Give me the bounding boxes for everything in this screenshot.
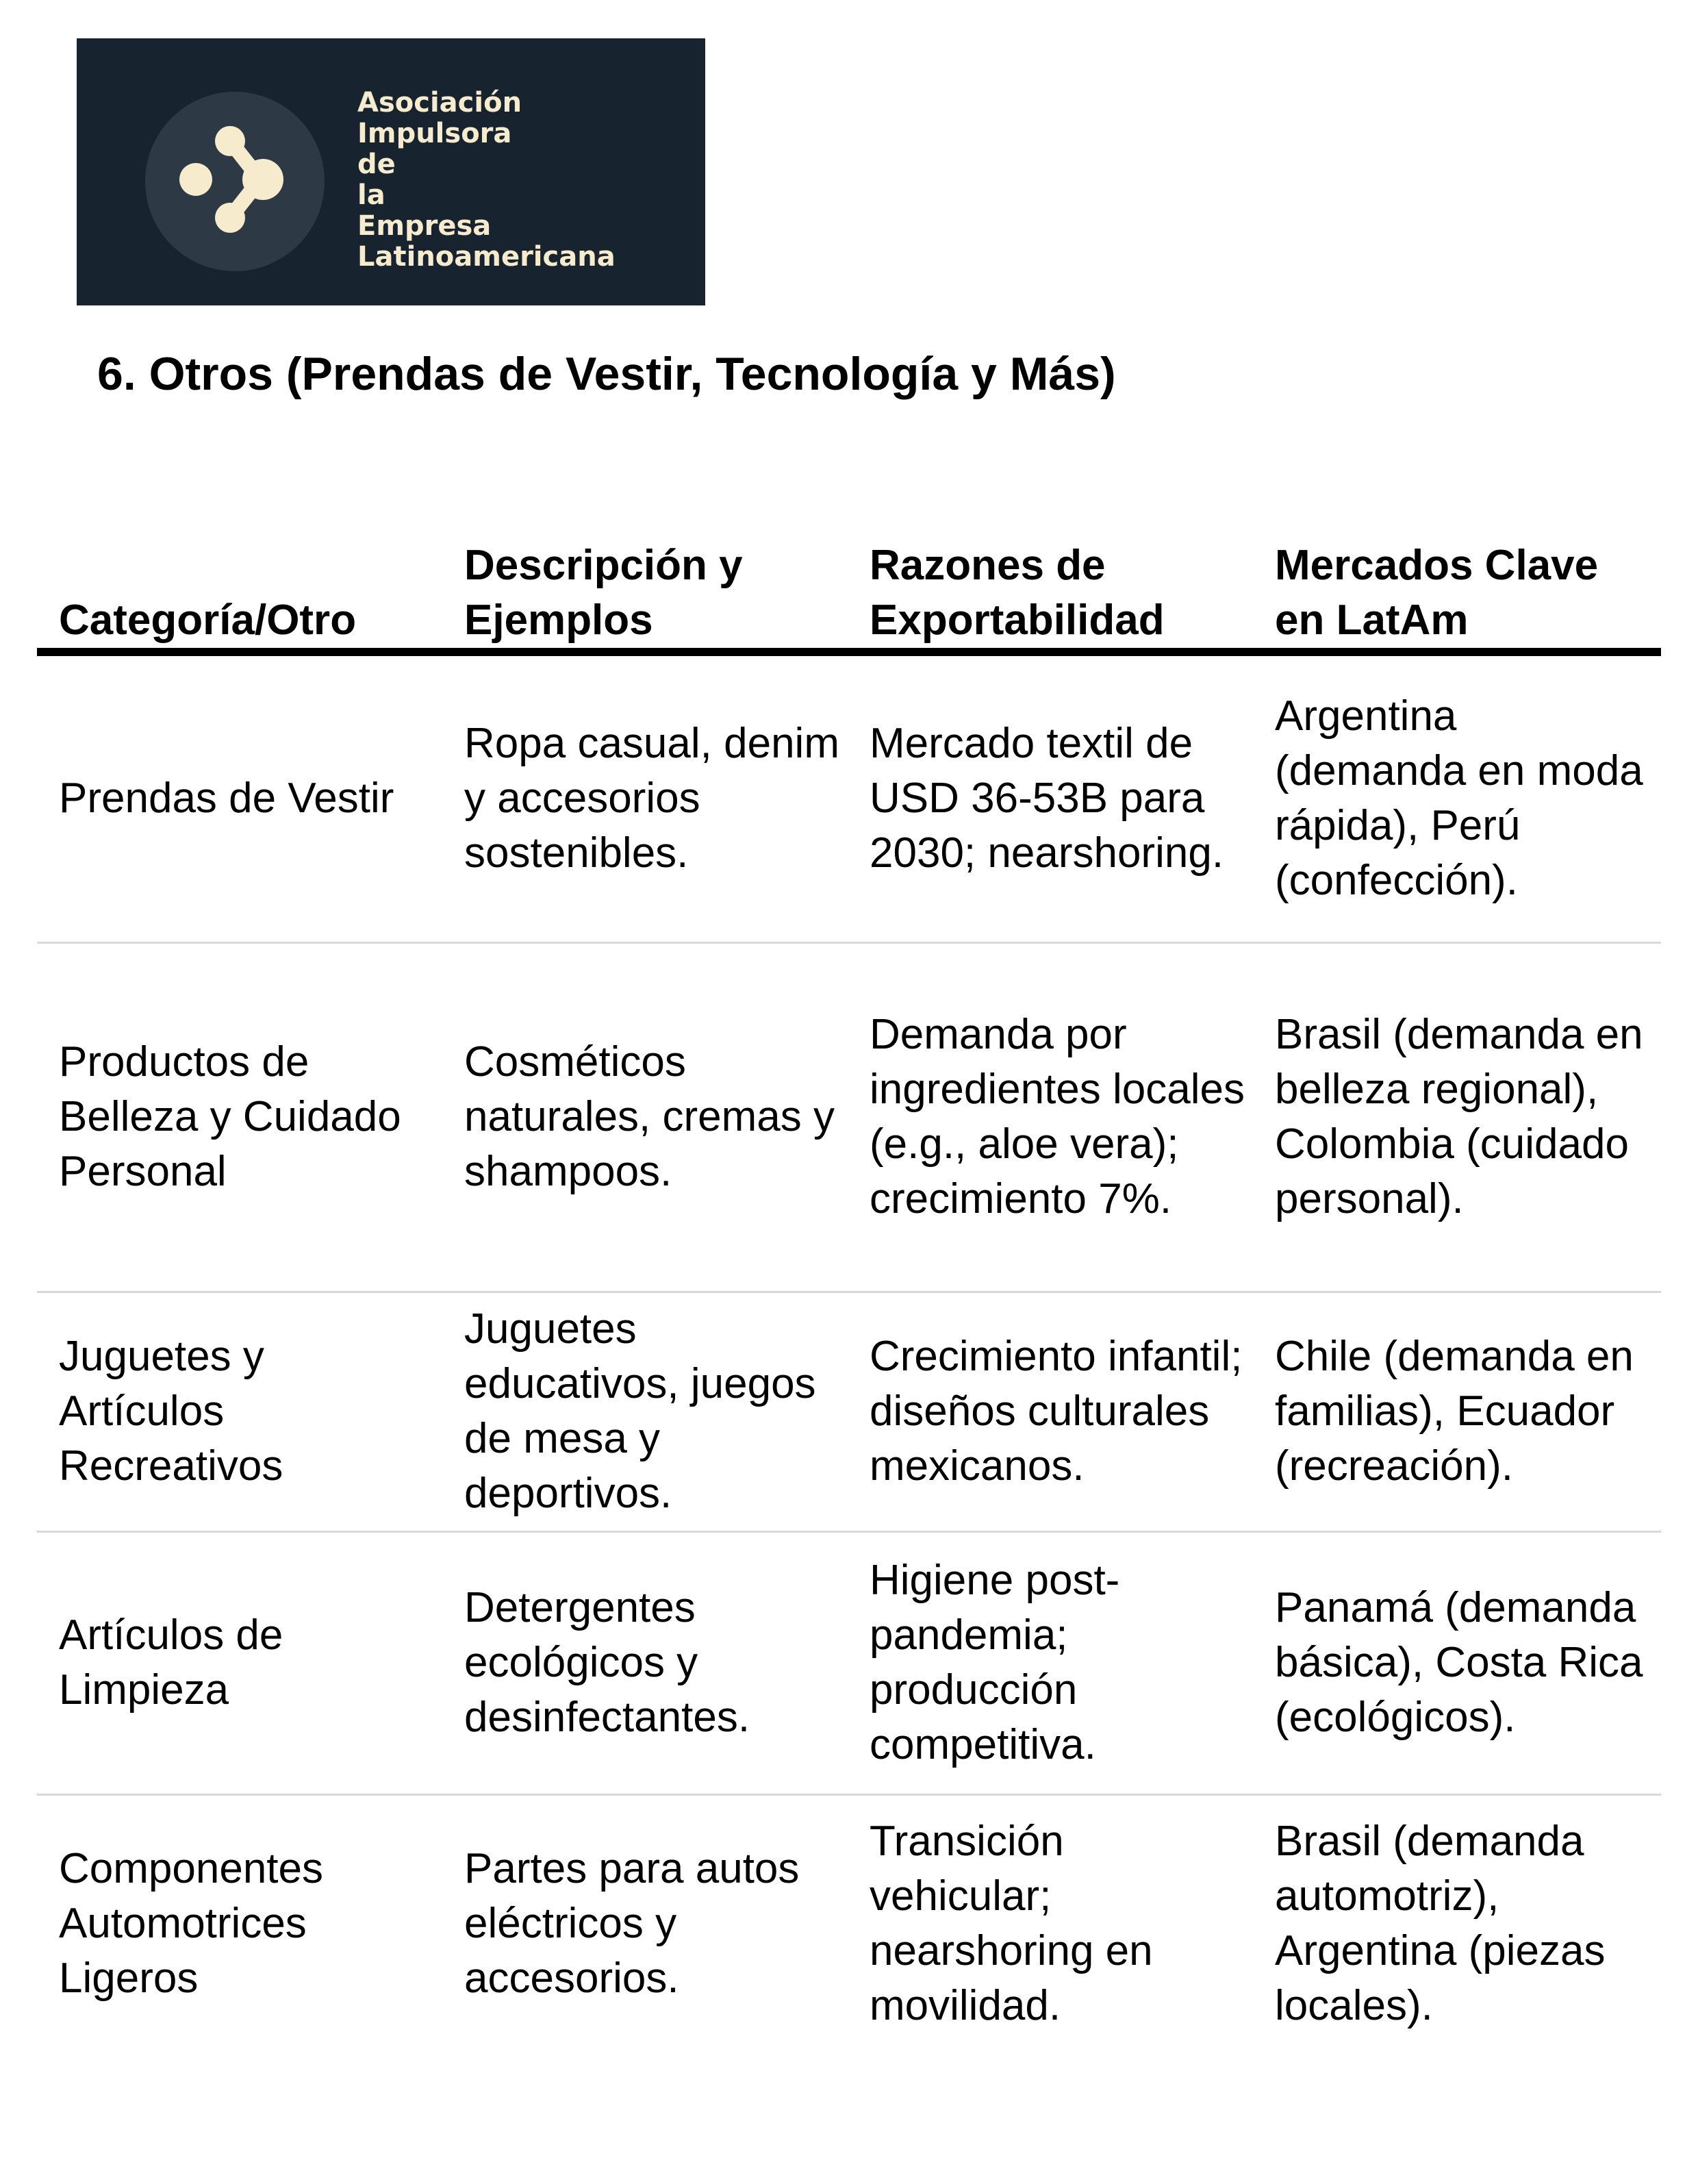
cell-descripcion: Ropa casual, denim y accesorios sostenibles. [464, 720, 839, 877]
table-row [37, 942, 1661, 1292]
cell-descripcion: Juguetes educativos, juegos de mesa y deportivos. [464, 1305, 816, 1517]
logo-line: la [357, 179, 385, 211]
cell-razones: Higiene post-pandemia; producción competitiva. [870, 1557, 1120, 1768]
logo-line: Empresa [357, 210, 492, 242]
export-categories-table [37, 536, 1661, 2052]
export-categories-table-container [37, 536, 1661, 2052]
table-row [37, 1794, 1661, 2052]
cell-categoria: Prendas de Vestir [59, 775, 394, 823]
logo-line: Impulsora [357, 118, 512, 149]
column-header-descripcion: Descripción y Ejemplos [464, 542, 743, 644]
column-header-mercados: Mercados Clave en LatAm [1275, 542, 1599, 644]
table-row [37, 1292, 1661, 1531]
logo-line: Latinoamericana [357, 241, 616, 273]
cell-razones: Mercado textil de USD 36-53B para 2030; nearshoring. [870, 720, 1224, 877]
logo-line: de [357, 149, 396, 180]
cell-mercados: Brasil (demanda automotriz), Argentina (piezas locales). [1275, 1817, 1606, 2029]
cell-categoria: Componentes Automotrices Ligeros [59, 1844, 324, 2002]
cell-categoria: Productos de Belleza y Cuidado Personal [59, 1038, 401, 1195]
cell-mercados: Brasil (demanda en belleza regional), Colombia (cuidado personal). [1275, 1011, 1643, 1222]
cell-descripcion: Cosméticos naturales, cremas y shampoos. [464, 1038, 835, 1195]
section-heading: 6. Otros (Prendas de Vestir, Tecnología y Más) [97, 348, 1116, 400]
logo-circle [145, 92, 325, 271]
column-header-razones: Razones de Exportabilidad [870, 542, 1165, 644]
cell-mercados: Argentina (demanda en moda rápida), Perú (confección). [1275, 692, 1643, 905]
logo-line: Asociación [357, 87, 522, 118]
cell-categoria: Juguetes y Artículos Recreativos [59, 1333, 283, 1490]
organization-logo [77, 38, 705, 305]
cell-mercados: Chile (demanda en familias), Ecuador (recreación). [1275, 1333, 1634, 1490]
cell-categoria: Artículos de Limpieza [59, 1611, 283, 1714]
cell-razones: Demanda por ingredientes locales (e.g., aloe vera); crecimiento 7%. [870, 1011, 1245, 1222]
table-row [37, 652, 1661, 942]
table-header-row [37, 536, 1661, 652]
cell-mercados: Panamá (demanda básica), Costa Rica (ecológicos). [1275, 1584, 1643, 1741]
column-header-categoria: Categoría/Otro [59, 597, 357, 644]
cell-descripcion: Detergentes ecológicos y desinfectantes. [464, 1584, 750, 1741]
logo-wordmark [357, 88, 616, 273]
cell-descripcion: Partes para autos eléctricos y accesorios. [464, 1844, 800, 2002]
cell-razones: Crecimiento infantil; diseños culturales mexicanos. [870, 1333, 1243, 1490]
network-node-icon [145, 92, 325, 271]
cell-razones: Transición vehicular; nearshoring en movilidad. [870, 1817, 1153, 2029]
table-row [37, 1531, 1661, 1794]
